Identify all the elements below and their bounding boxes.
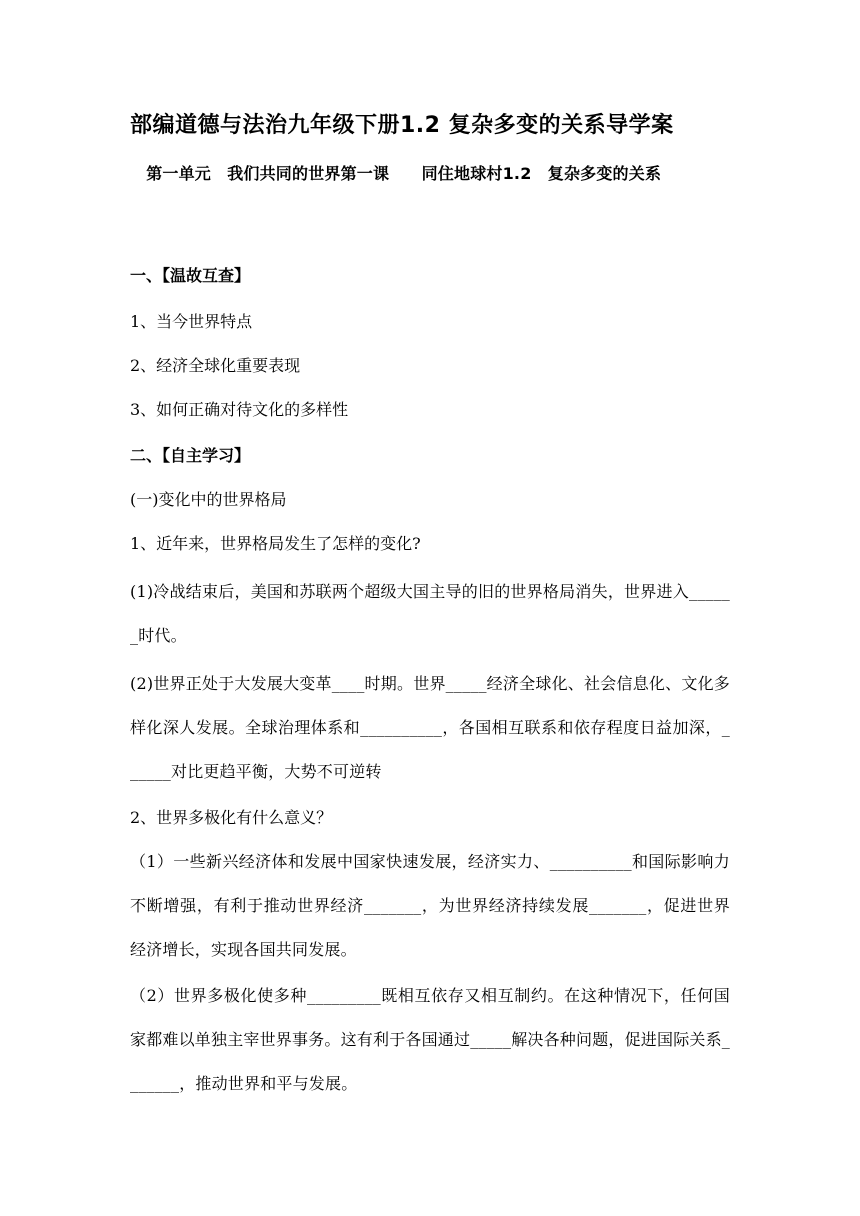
question-1-answer-1: (1)冷战结束后，美国和苏联两个超级大国主导的旧的世界格局消失，世界进入______时代。: [130, 582, 730, 645]
question-2-answer-1: （1）一些新兴经济体和发展中国家快速发展，经济实力、__________和国际影响力不断增强，有利于推动世界经济_______，为世界经济持续发展_______，促进世界经济增长，实现各国共同发展。: [130, 852, 730, 959]
review-item-3: 3、如何正确对待文化的多样性: [130, 400, 349, 419]
subsection-heading: (一)变化中的世界格局: [130, 490, 287, 509]
review-item-2: 2、经济全球化重要表现: [130, 356, 301, 375]
question-2: 2、世界多极化有什么意义？: [130, 808, 333, 827]
document-title: 部编道德与法治九年级下册1.2 复杂多变的关系导学案: [130, 113, 674, 138]
question-1-answer-2: (2)世界正处于大发展大变革____时期。世界_____经济全球化、社会信息化、文化多样化深人发展。全球治理体系和__________，各国相互联系和依存程度日益加深，______对比更趋平衡，大势不可逆转: [130, 674, 730, 781]
section-heading-self-study: 二、【自主学习】: [130, 446, 251, 465]
unit-heading: 第一单元 我们共同的世界第一课 同住地球村1.2 复杂多变的关系: [130, 164, 662, 183]
section-heading-review: 一、【温故互查】: [130, 266, 251, 285]
question-2-answer-2: （2）世界多极化使多种_________既相互依存又相互制约。在这种情况下，任何国家都难以单独主宰世界事务。这有利于各国通过_____解决各种问题，促进国际关系_______，推动世界和平与发展。: [130, 986, 731, 1093]
question-1: 1、近年来，世界格局发生了怎样的变化?: [130, 534, 421, 553]
review-item-1: 1、当今世界特点: [130, 312, 253, 331]
